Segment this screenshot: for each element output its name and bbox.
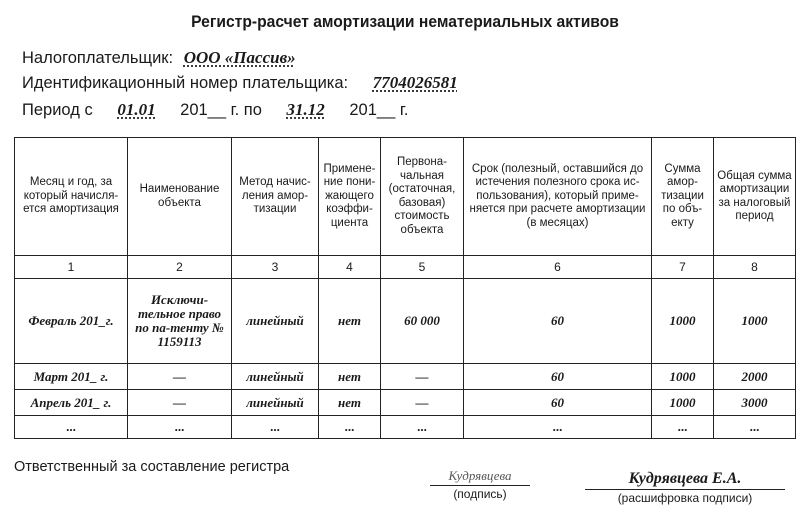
table-cell: ... bbox=[232, 416, 319, 439]
table-cell: — bbox=[128, 390, 232, 416]
period-from-label: Период с bbox=[22, 101, 93, 119]
table-cell: ... bbox=[319, 416, 381, 439]
column-number: 8 bbox=[714, 256, 796, 279]
inn-line bbox=[22, 73, 458, 93]
header-cell: Общая сумма амортизации за налоговый период bbox=[714, 138, 796, 256]
table-row bbox=[15, 364, 796, 390]
table-cell: — bbox=[381, 390, 464, 416]
table-cell: линейный bbox=[232, 279, 319, 364]
period-line bbox=[22, 100, 408, 120]
column-number: 5 bbox=[381, 256, 464, 279]
table-cell: нет bbox=[319, 279, 381, 364]
table-cell: ... bbox=[714, 416, 796, 439]
header-cell: Примене-ние пони-жающего коэффи-циента bbox=[319, 138, 381, 256]
table-cell: 1000 bbox=[714, 279, 796, 364]
signature-image: Кудрявцева bbox=[430, 468, 530, 486]
header-cell: Метод начис-ления амор-тизации bbox=[232, 138, 319, 256]
table-cell: Февраль 201_г. bbox=[15, 279, 128, 364]
table-cell: 1000 bbox=[652, 390, 714, 416]
column-number-row bbox=[15, 256, 796, 279]
column-number: 6 bbox=[464, 256, 652, 279]
taxpayer-value: ООО «Пассив» bbox=[183, 48, 296, 67]
table-cell: — bbox=[381, 364, 464, 390]
signature-block bbox=[430, 468, 530, 501]
table-cell: ... bbox=[15, 416, 128, 439]
period-to-year: 201__ г. bbox=[349, 101, 409, 119]
table-cell: нет bbox=[319, 364, 381, 390]
table-cell: 2000 bbox=[714, 364, 796, 390]
column-number: 2 bbox=[128, 256, 232, 279]
register-title: Регистр-расчет амортизации нематериальных активов bbox=[191, 12, 619, 31]
header-cell: Наименование объекта bbox=[128, 138, 232, 256]
table-cell: 1000 bbox=[652, 279, 714, 364]
table-cell: линейный bbox=[232, 364, 319, 390]
table-cell: 60 bbox=[464, 390, 652, 416]
header-cell: Срок (полезный, оставшийся до истечения полезного срока ис-пользования), который приме-няется при расчете амортизации (в месяцах) bbox=[464, 138, 652, 256]
period-to-value: 31.12 bbox=[286, 100, 325, 119]
header-row bbox=[15, 138, 796, 256]
table-cell: 60 bbox=[464, 279, 652, 364]
table-cell: — bbox=[128, 364, 232, 390]
table-cell: ... bbox=[128, 416, 232, 439]
header-cell: Месяц и год, за который начисля-ется амортизация bbox=[15, 138, 128, 256]
taxpayer-label: Налогоплательщик: bbox=[22, 49, 174, 67]
table-cell: 60 bbox=[464, 364, 652, 390]
column-number: 1 bbox=[15, 256, 128, 279]
inn-label: Идентификационный номер плательщика: bbox=[22, 74, 349, 92]
header-cell: Первона-чальная (остаточная, базовая) стоимость объекта bbox=[381, 138, 464, 256]
table-cell: 1000 bbox=[652, 364, 714, 390]
table-cell: 3000 bbox=[714, 390, 796, 416]
decoding-block bbox=[585, 470, 785, 505]
column-number: 3 bbox=[232, 256, 319, 279]
table-cell: Исключи-тельное право по па-тенту № 1159113 bbox=[128, 279, 232, 364]
column-number: 7 bbox=[652, 256, 714, 279]
decoding-name: Кудрявцева Е.А. bbox=[585, 470, 785, 490]
table-cell: ... bbox=[464, 416, 652, 439]
table-cell: линейный bbox=[232, 390, 319, 416]
table-cell: нет bbox=[319, 390, 381, 416]
table-cell: ... bbox=[652, 416, 714, 439]
column-number: 4 bbox=[319, 256, 381, 279]
table-cell: 60 000 bbox=[381, 279, 464, 364]
table-cell: ... bbox=[381, 416, 464, 439]
responsible-label: Ответственный за составление регистра bbox=[14, 459, 290, 475]
period-from-value: 01.01 bbox=[117, 100, 156, 119]
table-row bbox=[15, 416, 796, 439]
table-cell: Март 201_ г. bbox=[15, 364, 128, 390]
inn-value: 7704026581 bbox=[372, 73, 458, 92]
table-row bbox=[15, 390, 796, 416]
period-from-year: 201__ г. по bbox=[180, 101, 262, 119]
amortization-table bbox=[14, 137, 796, 439]
taxpayer-line bbox=[22, 48, 296, 68]
decoding-caption: (расшифровка подписи) bbox=[617, 491, 753, 505]
table-cell: Апрель 201_ г. bbox=[15, 390, 128, 416]
signature-caption: (подпись) bbox=[453, 487, 507, 501]
header-cell: Сумма амор-тизации по объ-екту bbox=[652, 138, 714, 256]
table-row bbox=[15, 279, 796, 364]
